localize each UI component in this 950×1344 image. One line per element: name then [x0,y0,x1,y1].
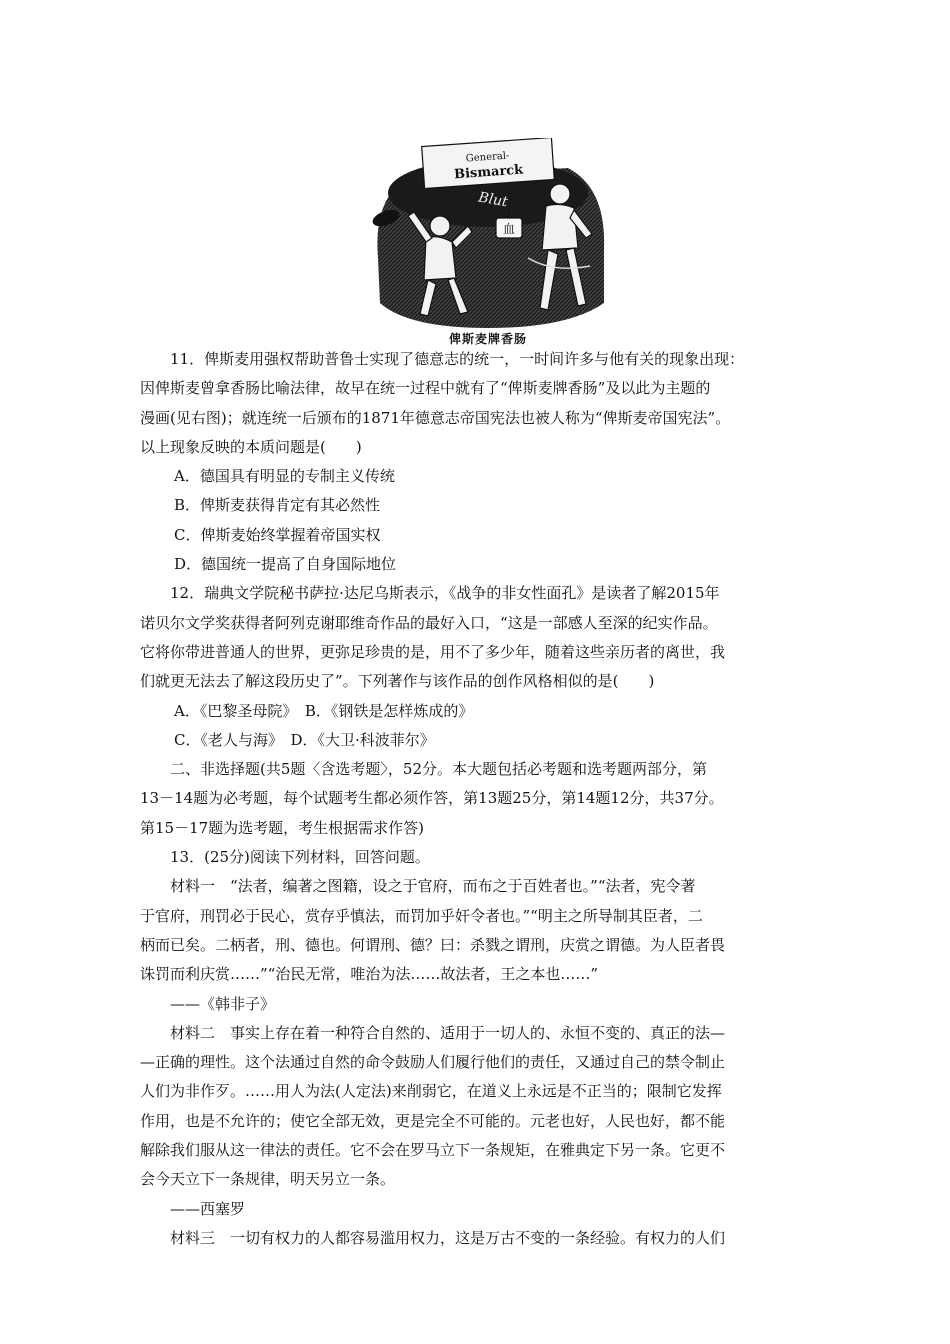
q12-stem-line: 们就更无法去了解这段历史了”。下列著作与该作品的创作风格相似的是( ) [140,672,655,691]
q11-stem-line: 因俾斯麦曾拿香肠比喻法律，故早在统一过程中就有了“俾斯麦牌香肠”及以此为主题的 [140,379,711,398]
blood-tag-text: 血 [502,222,516,236]
q12-stem-line: 它将你带进普通人的世界，更弥足珍贵的是，用不了多少年，随着这些亲历者的离世，我 [140,642,726,661]
q11-option-b: B．俾斯麦获得肯定有其必然性 [174,496,381,515]
material2-line: 材料二 事实上存在着一种符合自然的、适用于一切人的、永恒不变的、真正的法— [170,1023,726,1042]
sausage-sign [422,138,555,188]
material1-line: 于官府，刑罚必于民心，赏存乎慎法，而罚加乎奸令者也。”“明主之所导制其臣者，二 [140,906,703,925]
q11-stem-line: 漫画(见右图)；就连统一后颁布的1871年德意志帝国宪法也被人称为“俾斯麦帝国宪法”。 [140,408,731,427]
q12-options-ab: A．《巴黎圣母院》 B．《钢铁是怎样炼成的》 [174,701,474,720]
bismarck-sausage-cartoon [368,138,608,328]
material2-line: —正确的理性。这个法通过自然的命令鼓励人们履行他们的责任，又通过自己的禁令制止 [140,1053,726,1072]
q12-options-cd: C．《老人与海》 D．《大卫·科波菲尔》 [174,730,435,749]
q12-stem-line: 12．瑞典文学院秘书萨拉·达尼乌斯表示，《战争的非女性面孔》是读者了解2015年 [170,584,720,603]
material2-line: 作用，也是不允许的；使它全部无效，更是完全不可能的。元老也好，人民也好，都不能 [140,1111,726,1130]
material1-line: 材料一 “法者，编著之图籍，设之于官府，而布之于百姓者也。”“法者，宪令著 [170,877,696,896]
material2-line: 会今天立下一条规律，明天另立一条。 [140,1170,396,1189]
q11-stem-line: 11．俾斯麦用强权帮助普鲁士实现了德意志的统一，一时间许多与他有关的现象出现： [170,350,745,368]
material2-line: 人们为非作歹。……用人为法(人定法)来削弱它，在道义上永远是不正当的；限制它发挥 [140,1082,722,1101]
q11-option-a: A．德国具有明显的专制主义传统 [174,467,395,486]
section2-line: 第15－17题为选考题，考生根据需求作答) [140,818,425,837]
q11-option-c: C．俾斯麦始终掌握着帝国实权 [174,525,381,544]
q11-stem-line: 以上现象反映的本质问题是( ) [140,437,362,456]
sign-line-2: Bismarck [453,162,524,183]
section2-line: 二、非选择题(共5题〈含选考题〉，52分。本大题包括必考题和选考题两部分，第 [170,760,707,779]
material2-source: ——西塞罗 [170,1199,246,1218]
question-text [140,345,816,1253]
q12-stem-line: 诺贝尔文学奖获得者阿列克谢耶维奇作品的最好入口，“这是一部感人至深的纪实作品。 [140,613,718,632]
material1-line: 柄而已矣。二柄者，刑、德也。何谓刑、德？曰：杀戮之谓刑，庆赏之谓德。为人臣者畏 [140,935,726,954]
sign-line-1: General- [465,150,510,165]
figure-caption: 俾斯麦牌香肠 [448,332,527,346]
material1-source: ——《韩非子》 [170,994,276,1013]
material2-line: 解除我们服从这一律法的责任。它不会在罗马立下一条规矩，在雅典定下另一条。它更不 [140,1141,726,1160]
q13-stem: 13．(25分)阅读下列材料，回答问题。 [170,848,430,867]
sausage-label: Blut [477,189,509,211]
q11-option-d: D．德国统一提高了自身国际地位 [174,555,397,574]
material1-line: 诛罚而利庆赏……”“治民无常，唯治为法……故法者，王之本也……” [140,965,599,984]
section2-line: 13－14题为必考题，每个试题考生都必须作答，第13题25分，第14题12分，共37分。 [140,789,724,808]
material3-line: 材料三 一切有权力的人都容易滥用权力，这是万古不变的一条经验。有权力的人们 [170,1228,726,1247]
